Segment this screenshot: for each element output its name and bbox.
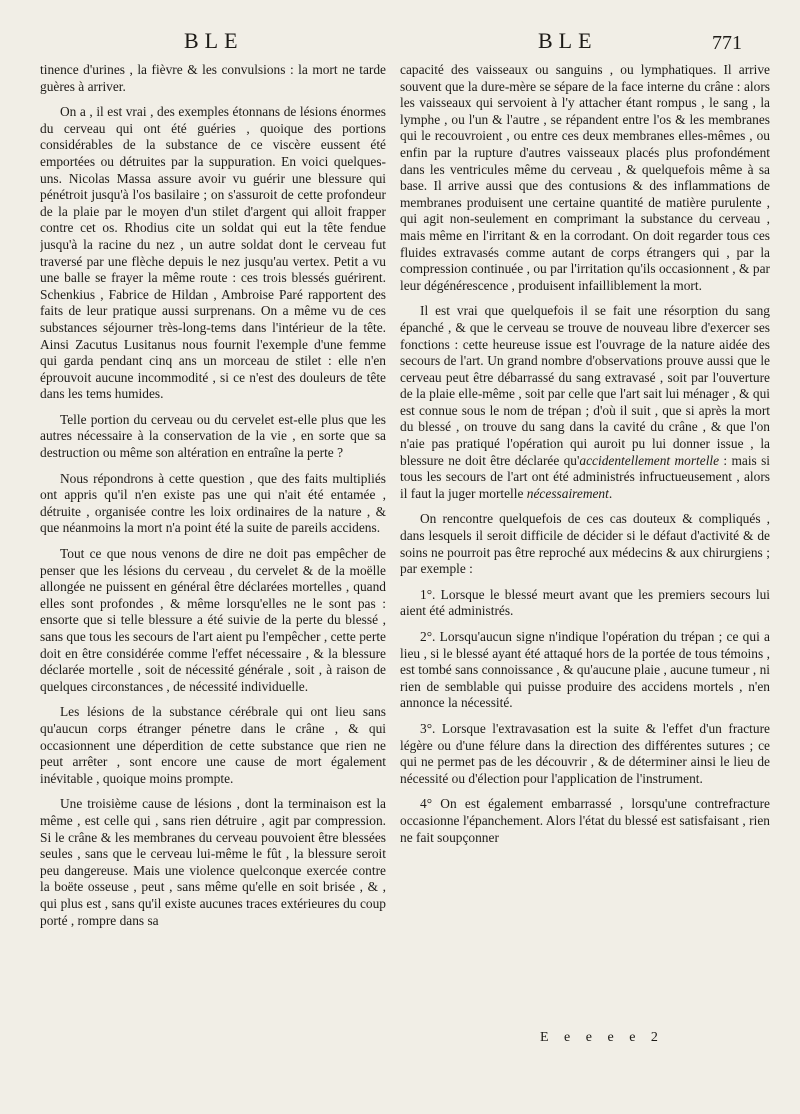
paragraph: Une troisième cause de lésions , dont la terminaison est la même , est celle qui , sans rien détruire , agit par compression. Si le crâne & les membranes du cerveau pouvoient être blessées seules , sans que le cerveau lui-même le fût , la blessure seroit peu dangereuse. Mais une violence quelconque exercée contre la boëte osseuse , peut , sans même qu'elle en soit brisée , & , qui plus est , sans qu'il existe aucunes traces extérieures du coup porté , rompre dans sa — [40, 796, 386, 928]
list-item: 4° On est également embarrassé , lorsqu'une contrefracture occasionne l'épanchement. Alors l'état du blessé est satisfaisant , rien ne fait soupçonner — [400, 796, 770, 845]
paragraph: Telle portion du cerveau ou du cervelet est-elle plus que les autres nécessaire à la conservation de la vie , en sorte que sa destruction ou même son altération en entraîne la perte ? — [40, 411, 386, 461]
paragraph: capacité des vaisseaux ou sanguins , ou lymphatiques. Il arrive souvent que la dure-mère se sépare de la face interne du crâne : alors les vaisseaux qui servoient à l'y attacher étant rompus , le sang , la lymphe , ou l'un & l'autre , se répandent entre l'os & les membranes qui le recouvroient , ou entre ces deux membranes elles-mêmes , ou enfin par la rupture d'autres vaisseaux placés plus profondément dans les ventricules même du cerveau , & quelquefois même à sa base. Il arrive aussi que des contusions & des inflammations de membranes produisent une certaine quantité de matière purulente , qui agit non-seulement en comprimant la substance du cerveau , mais même en l'irritant & en la corrodant. On doit regarder tous ces fluides extravasés comme autant de corps étrangers qui , par la compression continuée , ou par l'irritation qu'ils occasionnent , & par leur dégénérescence , produisent infailliblement la mort. — [400, 62, 770, 293]
right-column — [400, 62, 770, 1062]
left-column — [40, 62, 386, 1062]
list-item: 1°. Lorsque le blessé meurt avant que les premiers secours lui aient été administrés. — [400, 586, 770, 619]
paragraph: Tout ce que nous venons de dire ne doit pas empêcher de penser que les lésions du cerveau , du cervelet & de la moëlle allongée ne puissent en général être déclarées mortelles , quand elles sont profondes , & même lorsqu'elles ne le sont pas : ensorte que si telle blessure a été suivie de la perte du blessé , sans que tous les secours de l'art aient pu l'empêcher , cette perte doit en être considérée comme l'effet nécessaire , & la blessure déclarée mortelle , soit de nécessité générale , soit , à raison de quelques circonstances , de nécessité individuelle. — [40, 546, 386, 694]
list-item: 3°. Lorsque l'extravasation est la suite & l'effet d'un fracture légère ou d'une félure dans la direction des différentes sutures ; ce qui ne permet pas de les découvrir , & de déterminer ainsi le lieu de nécessité ou d'élection pour l'application de l'instrument. — [400, 720, 770, 786]
text-run: Il est vrai que quelquefois il se fait une résorption du sang épanché , & que le cerveau se trouve de nouveau libre d'exercer ses fonctions : cette heureuse issue est l'ouvrage de la nature aidée des secours de l'art. Un grand nombre d'observations prouve aussi que le cerveau peut être débarrassé du sang extravasé , soit par l'ouverture de la plaie elle-même , soit par celle que l'art sait lui ménager , & qui est connue sous le nom de trépan ; d'où il suit , que si après la mort du blessé , on trouve du sang dans la cavité du crâne , & que l'on n'aie pas pratiqué l'opération qui auroit pu lui donner issue , la blessure ne doit être déclarée qu' — [400, 303, 770, 468]
running-head — [0, 28, 800, 58]
italic-term: accidentellement mortelle — [579, 452, 720, 468]
list-item: 2°. Lorsqu'aucun signe n'indique l'opération du trépan ; ce qui a lieu , si le blessé ayant été attaqué hors de la portée de tous témoins , est tombé sans connoissance , & qu'aucune plaie , aucune tumeur , ni rien de semblable qui puisse produire des accidens mortels , n'en annonce la nécessité. — [400, 629, 770, 711]
page-number: 771 — [712, 32, 742, 54]
running-head-left: BLE — [184, 28, 244, 53]
paragraph: On rencontre quelquefois de ces cas douteux & compliqués , dans lesquels il seroit difficile de décider si le défaut d'activité & de soins ne pourroit pas être reproché aux médecins & aux chirurgiens ; par exemple : — [400, 511, 770, 577]
text-run: . — [608, 485, 613, 501]
paragraph: tinence d'urines , la fièvre & les convulsions : la mort ne tarde guères à arriver. — [40, 62, 386, 94]
running-head-right: BLE — [538, 28, 598, 53]
paragraph: Les lésions de la substance cérébrale qui ont lieu sans qu'aucun corps étranger pénetre dans le crâne , & qui occasionnent une déperdition de cette substance que rien ne peut arrêter , sont encore une cause de mort également inévitable , quoique moins prompte. — [40, 704, 386, 786]
paragraph: On a , il est vrai , des exemples étonnans de lésions énormes du cerveau qui ont été guéries , quoique des portions considérables de la substance de ce viscère eussent été emportées ou détruites par la suppuration. En voici quelques-uns. Nicolas Massa assure avoir vu guérir une blessure qui pénétroit jusqu'à l'os basilaire ; on s'assuroit de cette profondeur de la plaie par le moyen d'un stilet d'argent qui alloit frapper contre cet os. Rhodius cite un soldat qui eut la tête fendue jusqu'à la racine du nez , un autre soldat dont le cerveau fut traversé par une flèche depuis le nez jusqu'au vertex. Petit a vu une balle se frayer la même route : ces trois blessés guérirent. Schenkius , Fabrice de Hildan , Ambroise Paré rapportent des faits de leur pratique aussi surprenans. On a même vu de ces substances séjourner très-long-tems dans l'intérieur de la tête. Ainsi Zacutus Lusitanus nous fournit l'exemple d'une femme qui garda pendant cinq ans un morceau de stilet : elle n'en éprouvoit aucune incommodité , si ce n'est des douleurs de tête dans les tems humides. — [40, 104, 386, 402]
text-run: : mais si tous les secours de l'art ont été administrés infructueusement , alors il faut la juger mortelle — [400, 452, 770, 501]
signature-mark: E e e e e 2 — [540, 1030, 664, 1045]
paragraph: Nous répondrons à cette question , que des faits multipliés ont appris qu'il n'en existe pas une qui n'ait été entamée , détruite , organisée contre les loix ordinaires de la nature , & que néanmoins la mort n'a point été la suite de pareils accidens. — [40, 470, 386, 536]
italic-term: nécessairement — [526, 485, 609, 501]
paragraph — [400, 303, 770, 502]
